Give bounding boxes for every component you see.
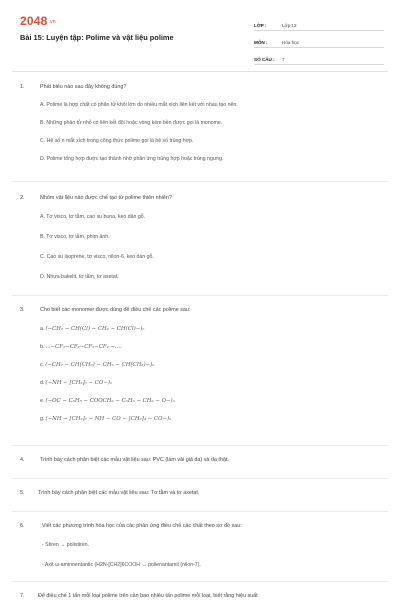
formula-expression: (−OC − C₆H₅ − COOCH₂ − C₆H₅ − CH₂ − O−)ₙ	[45, 398, 175, 404]
logo-suffix: .vn	[48, 18, 56, 25]
formula-expression: (−NH − [CH₂]₆ − CO−)ₙ	[45, 380, 113, 386]
polymer-formula	[40, 416, 171, 422]
answer-option[interactable]: A. Polime là hợp chất có phân tử khối lớn do nhiều mắt xích liên kết với nhau tạo nên.	[40, 102, 238, 108]
meta-label: MÔN :	[254, 40, 268, 45]
formula-expression: ...−CF₂−CF₂−CF₂−CF₂ −....	[45, 344, 122, 350]
question-number: 6.	[20, 523, 25, 529]
formula-letter: g.	[40, 416, 45, 422]
question-text: Viết các phương trình hóa học của các phản ứng điều chế các chất theo sơ đồ sau:	[42, 523, 242, 529]
page-title: Bài 15: Luyện tập: Polime và vật liệu polime	[20, 33, 174, 42]
formula-expression: (−CH₂ − CH(CH₃) − CH₂ − CH(CH₃)−)ₙ	[45, 362, 155, 368]
question-divider	[12, 181, 388, 182]
question-text: Để điều chế 1 tấn mỗi loại polime trên cần bao nhiêu tấn polime mỗi loại, biết rằng hiệu suất	[38, 593, 258, 599]
formula-letter: d.	[40, 380, 45, 386]
answer-option[interactable]: D. Nhựa bakelit, tơ tằm, tơ axetat.	[40, 274, 119, 280]
formula-expression: (−CH₂ − CH(Cl) − CH₂ − CH(Cl)−)ₙ	[45, 326, 145, 332]
formula-letter: b.	[40, 344, 45, 350]
question-text: Phát biểu nào sau đây không đúng?	[40, 84, 127, 90]
worksheet-header	[0, 0, 400, 62]
question-text: Nhóm vật liệu nào được chế tạo từ polime thiên nhiên?	[40, 195, 172, 201]
meta-value: 7	[282, 57, 285, 62]
question-divider	[12, 511, 388, 512]
meta-value: Lớp 12	[282, 23, 297, 28]
question-text: Trình bày cách phân biệt các mẫu vật liệu sau: Tơ tằm và tơ axetat.	[38, 490, 200, 496]
polymer-formula	[40, 344, 122, 350]
meta-info	[254, 16, 384, 67]
meta-label: LỚP :	[254, 23, 267, 28]
meta-row-class	[254, 16, 384, 31]
reaction-scheme: - Stiren → polistiren.	[42, 542, 89, 548]
question-text: Cho biết các monomer được dùng để điều chế các polime sau:	[40, 307, 191, 313]
question-number: 7.	[20, 593, 25, 599]
formula-letter: a.	[40, 326, 45, 332]
logo-text: 2048	[20, 14, 48, 28]
answer-option[interactable]: C. Cao su isoprene, tơ visco, nilon-6, keo dán gỗ.	[40, 254, 154, 260]
meta-row-subject	[254, 33, 384, 48]
meta-label: SỐ CÂU :	[254, 57, 275, 62]
answer-option[interactable]: B. Những phân tử nhỏ có liên kết đôi hoặc vòng kém bền được gọi là monome.	[40, 120, 223, 126]
polymer-formula	[40, 398, 175, 404]
question-number: 4.	[20, 457, 25, 463]
answer-option[interactable]: C. Hệ số n mắt xích trong công thức polime gọi là hệ số trùng hợp.	[40, 138, 194, 144]
question-number: 5.	[20, 490, 25, 496]
polymer-formula	[40, 380, 112, 386]
question-divider	[12, 581, 388, 582]
question-text: Trình bày cách phân biệt các mẫu vật liệu sau: PVC (làm vải giả da) và da thật.	[40, 457, 229, 463]
meta-row-count	[254, 50, 384, 65]
question-divider	[12, 445, 388, 446]
answer-option[interactable]: A. Tơ visco, tơ tằm, cao su buna, keo dán gỗ.	[40, 214, 146, 220]
reaction-scheme: - Axit ω-aminoentantic (H2N-[CH2]6COOH → polienantamit (nilon-7).	[42, 562, 201, 568]
site-logo[interactable]	[20, 14, 56, 28]
question-number: 3.	[20, 307, 25, 313]
answer-option[interactable]: D. Polime tổng hợp được tạo thành nhờ phản ứng trùng hợp hoặc trùng ngưng.	[40, 156, 224, 162]
formula-letter: c.	[40, 362, 45, 368]
header-divider	[12, 71, 388, 72]
formula-letter: e.	[40, 398, 45, 404]
formula-expression: (−NH − [CH₂]₆ − NH − CO − [CH₂]₄ − CO−)ₙ	[45, 416, 172, 422]
polymer-formula	[40, 362, 154, 368]
question-divider	[12, 295, 388, 296]
question-number: 1.	[20, 84, 25, 90]
answer-option[interactable]: B. Tơ visco, tơ tằm, phim ảnh.	[40, 234, 110, 240]
polymer-formula	[40, 326, 145, 332]
question-divider	[12, 478, 388, 479]
question-number: 2.	[20, 195, 25, 201]
meta-value: Hóa học	[282, 40, 300, 45]
